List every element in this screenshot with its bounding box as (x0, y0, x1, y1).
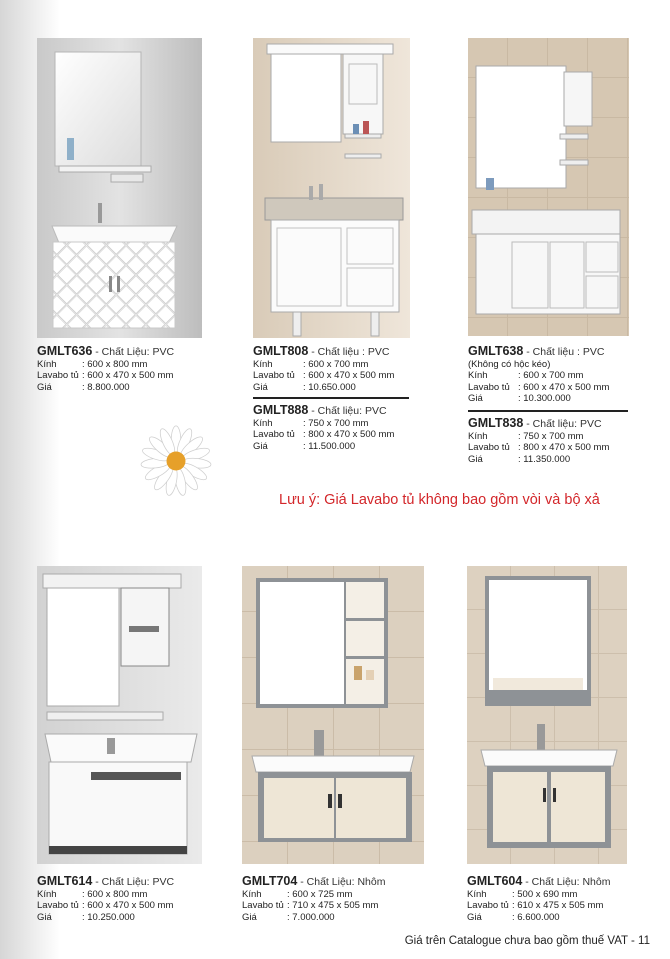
spec-label: Lavabo tủ (468, 442, 510, 453)
spec-label: Kính (468, 370, 488, 381)
spec-value: : 750 x 700 mm (303, 417, 369, 429)
spec-value: : 750 x 700 mm (518, 430, 584, 442)
spec-value: : 600 x 700 mm (303, 358, 369, 370)
spec-value: : 10.300.000 (518, 393, 571, 404)
product-photo-gmlt638 (468, 38, 629, 336)
product-code: GMLT638 (468, 344, 524, 358)
spec-label: Lavabo tủ (468, 381, 510, 393)
product-photo-gmlt704 (242, 566, 424, 864)
product-gmlt808 (253, 346, 394, 393)
spec-value: : 10.250.000 (82, 911, 135, 923)
spec-value: : 600 x 725 mm (287, 888, 353, 900)
product-code: GMLT614 (37, 874, 93, 888)
daisy-flower-decoration (138, 423, 214, 499)
product-photo-gmlt604 (467, 566, 627, 864)
spec-label: Giá (37, 911, 52, 923)
spec-value: : 10.650.000 (303, 381, 356, 393)
product-gmlt614 (37, 876, 174, 923)
spec-value: : 600 x 470 x 500 mm (303, 370, 395, 381)
product-photo-gmlt614 (37, 566, 202, 864)
product-material: - Chất liệu : PVC (523, 346, 605, 358)
spec-label: Giá (467, 911, 482, 923)
spec-label: Kính (37, 888, 57, 900)
product-material: - Chất Liệu: Nhôm (297, 876, 386, 888)
product-code: GMLT838 (468, 416, 524, 430)
spec-value: : 600 x 700 mm (518, 370, 584, 381)
spec-label: Giá (253, 381, 268, 393)
divider (468, 410, 628, 412)
spec-label: Giá (468, 393, 483, 404)
spec-label: Lavabo tủ (242, 900, 284, 911)
spec-value: : 710 x 475 x 505 mm (287, 900, 379, 911)
product-photo-gmlt808 (253, 38, 410, 338)
spec-label: Kính (242, 888, 262, 900)
spec-value: : 8.800.000 (82, 381, 130, 393)
spec-label: Lavabo tủ (467, 900, 509, 911)
spec-value: : 800 x 470 x 500 mm (303, 429, 395, 440)
divider (253, 397, 409, 399)
product-photo-gmlt636 (37, 38, 202, 338)
product-material: - Chất Liệu: PVC (92, 346, 175, 358)
spec-value: : 600 x 470 x 500 mm (82, 370, 174, 381)
product-code: GMLT808 (253, 344, 309, 358)
page-footer: Giá trên Catalogue chưa bao gồm thuế VAT - 11 (404, 935, 650, 947)
spec-label: Lavabo tủ (253, 429, 295, 440)
spec-label: Kính (468, 430, 488, 442)
spec-value: : 7.000.000 (287, 911, 335, 923)
spec-label: Lavabo tủ (253, 370, 295, 381)
spec-value: : 610 x 475 x 505 mm (512, 900, 604, 911)
spec-value: : 600 x 470 x 500 mm (518, 381, 610, 393)
product-material: - Chất liệu: PVC (308, 405, 387, 417)
product-gmlt636 (37, 346, 174, 393)
spec-label: Kính (467, 888, 487, 900)
product-material: - Chất liệu : PVC (308, 346, 390, 358)
spec-label: Kính (253, 358, 273, 370)
product-gmlt604 (467, 876, 610, 923)
spec-value: : 600 x 800 mm (82, 888, 148, 900)
product-material: - Chất liệu: PVC (523, 418, 602, 430)
spec-label: Giá (37, 381, 52, 393)
spec-label: Lavabo tủ (37, 900, 79, 911)
spec-label: Giá (253, 440, 268, 452)
spec-label: Giá (242, 911, 257, 923)
spec-value: : 600 x 470 x 500 mm (82, 900, 174, 911)
spec-label: Giá (468, 453, 483, 465)
product-material: - Chất Liệu: PVC (92, 876, 175, 888)
spec-value: : 11.500.000 (303, 440, 356, 452)
spec-label: Kính (253, 417, 273, 429)
spec-value: : 500 x 690 mm (512, 888, 578, 900)
spec-value: : 800 x 470 x 500 mm (518, 442, 610, 453)
product-gmlt838 (468, 418, 609, 465)
spec-value: : 11.350.000 (518, 453, 571, 465)
spec-label: Lavabo tủ (37, 370, 79, 381)
spec-label: Kính (37, 358, 57, 370)
spec-value: : 600 x 800 mm (82, 358, 148, 370)
product-subtitle: (Không có hộc kéo) (468, 358, 551, 370)
product-gmlt638 (468, 346, 609, 405)
product-code: GMLT636 (37, 344, 93, 358)
product-gmlt888 (253, 405, 394, 452)
price-note: Lưu ý: Giá Lavabo tủ không bao gồm vòi và bộ xả (279, 492, 600, 508)
product-material: - Chất Liệu: Nhôm (522, 876, 611, 888)
product-code: GMLT604 (467, 874, 523, 888)
product-code: GMLT888 (253, 403, 309, 417)
product-code: GMLT704 (242, 874, 298, 888)
product-gmlt704 (242, 876, 385, 923)
spec-value: : 6.600.000 (512, 911, 560, 923)
